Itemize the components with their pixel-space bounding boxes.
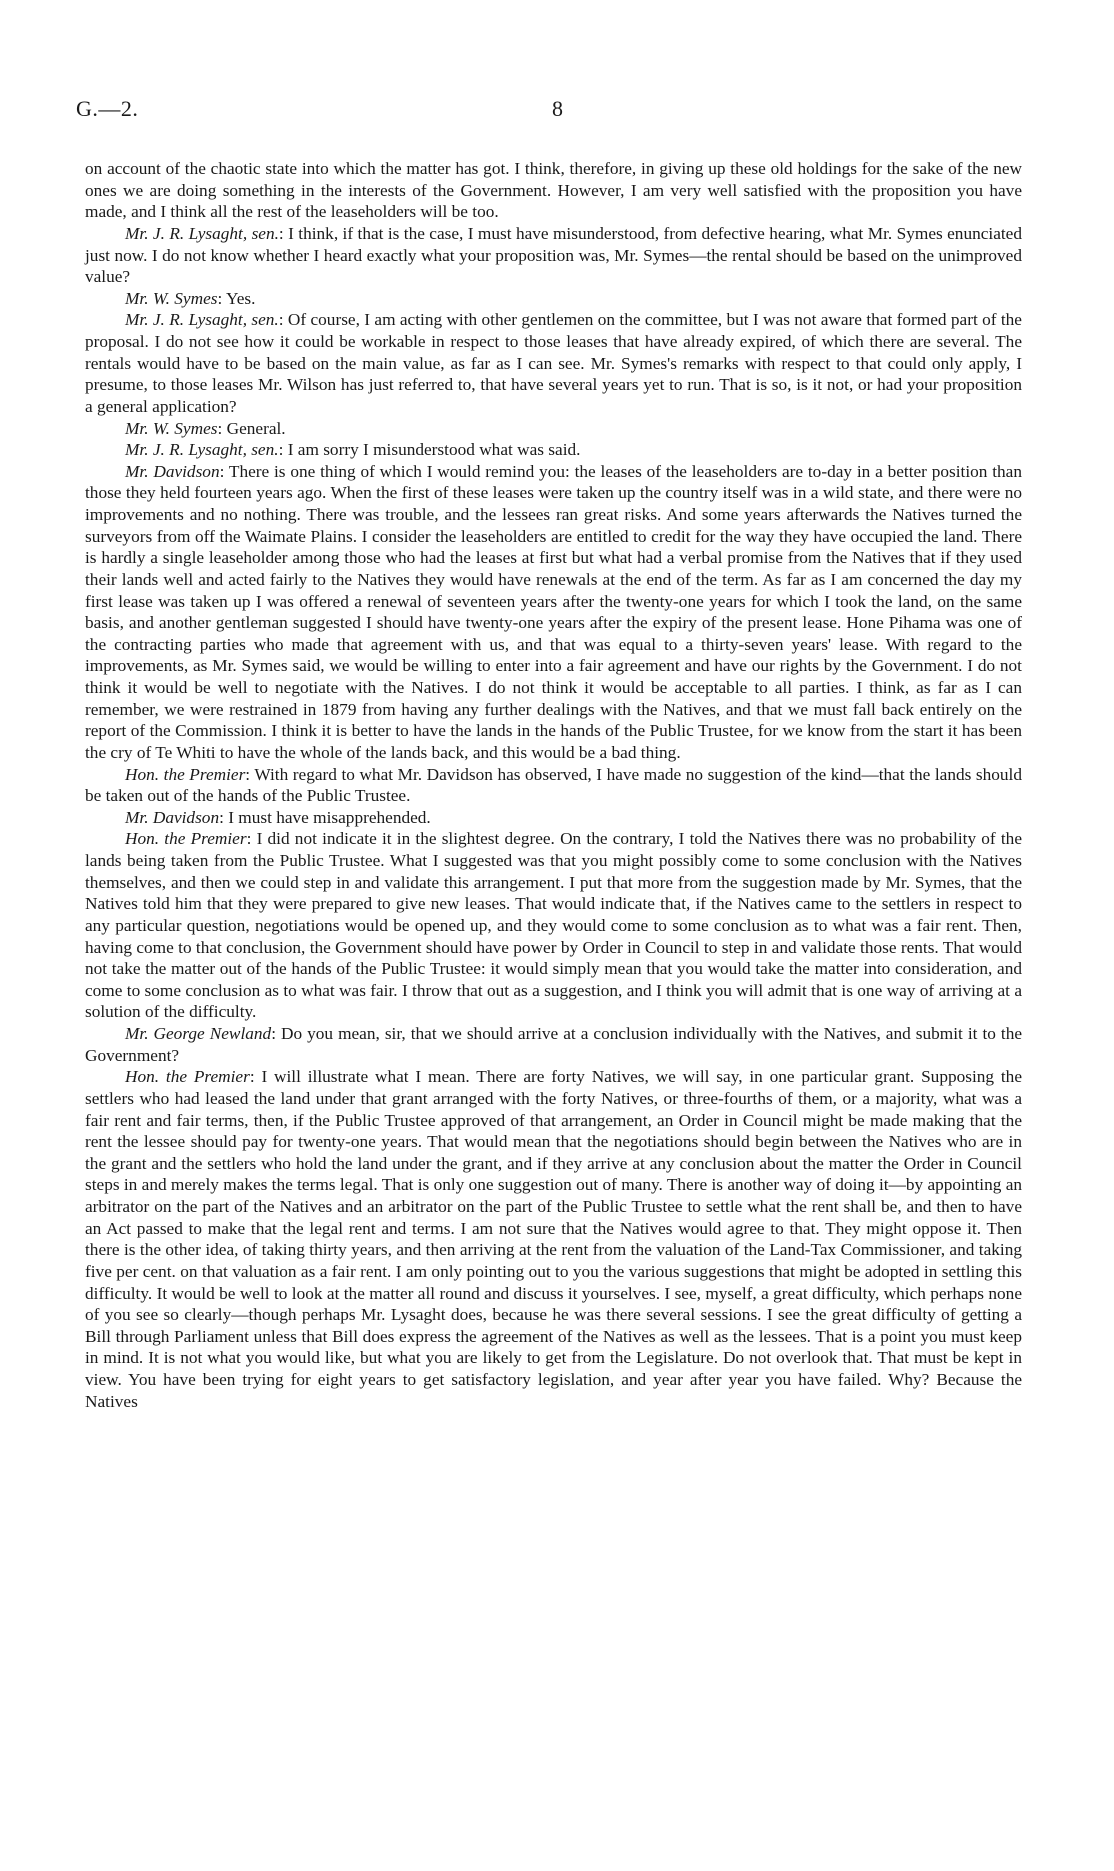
- speaker-name: Hon. the Premier: [125, 1067, 250, 1087]
- paragraph-text: : I must have misapprehended.: [219, 807, 431, 827]
- paragraph: [85, 807, 1022, 829]
- speaker-name: Mr. J. R. Lysaght, sen.: [125, 223, 279, 243]
- paragraph-text: : Yes.: [217, 288, 256, 308]
- paragraph-text: on account of the chaotic state into which the matter has got. I think, therefore, in giving up these old holdings for the sake of the new ones we are doing something in the interests of the Government. However, I am very well satisfied with the proposition you have made, and I think all the rest of the leaseholders will be too.: [85, 159, 1022, 222]
- document-reference: G.—2.: [76, 96, 139, 121]
- speaker-name: Hon. the Premier: [125, 764, 246, 784]
- speaker-name: Mr. J. R. Lysaght, sen.: [125, 440, 279, 460]
- speaker-name: Mr. W. Symes: [125, 418, 218, 438]
- paragraph: [85, 223, 1022, 288]
- paragraph: [85, 461, 1022, 764]
- paragraph: [85, 439, 1022, 461]
- paragraph-text: : Of course, I am acting with other gentlemen on the committee, but I was not aware that formed part of the proposal. I do not see how it could be workable in respect to those leases that have already expired, of which there are several. The rentals would have to be based on the main value, as far as I can see. Mr. Symes's remarks with respect to that could only apply, I presume, to those leases Mr. Wilson has just referred to, that have several years yet to run. That is so, is it not, or had your proposition a general application?: [85, 310, 1022, 416]
- speaker-name: Hon. the Premier: [125, 829, 247, 849]
- speaker-name: Mr. W. Symes: [125, 288, 218, 308]
- speaker-name: Mr. Davidson: [125, 461, 220, 481]
- paragraph-text: : I am sorry I misunderstood what was said.: [278, 440, 581, 460]
- speaker-name: Mr. Davidson: [125, 807, 220, 827]
- paragraph: [85, 1023, 1022, 1066]
- paragraph: [85, 418, 1022, 440]
- page-body: [85, 158, 1022, 1412]
- paragraph: [85, 288, 1022, 310]
- paragraph: [85, 764, 1022, 807]
- paragraph-text: : Do you mean, sir, that we should arrive at a conclusion individually with the Natives, and submit it to the Government?: [85, 1024, 1023, 1065]
- paragraph-text: : I did not indicate it in the slightest degree. On the contrary, I told the Natives there was no probability of the lands being taken from the Public Trustee. What I suggested was that you might possibly come to some conclusion with the Natives themselves, and then we could step in and validate this arrangement. I put that more from the suggestion made by Mr. Symes, that the Natives told him that they were prepared to give new leases. That would indicate that, if the Natives came to the settlers in respect to any particular question, negotiations would be opened up, and they would come to some conclusion as to what was a fair rent. Then, having come to that conclusion, the Government should have power by Order in Council to step in and validate those rents. That would not take the matter out of the hands of the Public Trustee: it would simply mean that you would take the matter into consideration, and come to some conclusion as to what was fair. I throw that out as a suggestion, and I think you will admit that is one way of arriving at a solution of the difficulty.: [85, 829, 1022, 1022]
- paragraph: [85, 158, 1022, 223]
- speaker-name: Mr. J. R. Lysaght, sen.: [125, 310, 279, 330]
- paragraph-text: : I think, if that is the case, I must have misunderstood, from defective hearing, what Mr. Symes enunciated just now. I do not know whether I heard exactly what your proposition was, Mr. Symes—the rental should be based on the unimproved value?: [85, 223, 1022, 287]
- paragraph-text: : With regard to what Mr. Davidson has observed, I have made no suggestion of the kind—that the lands should be taken out of the hands of the Public Trustee.: [85, 764, 1022, 806]
- page-header: [76, 96, 1022, 130]
- paragraph: [85, 309, 1022, 417]
- paragraph-text: : There is one thing of which I would remind you: the leases of the leaseholders are to-day in a better position than those they held fourteen years ago. When the first of these leases were taken up the country itself was in a wild state, and there were no improvements and no nothing. There was trouble, and the lessees ran great risks. And some years afterwards the Natives turned the surveyors from off the Waimate Plains. I consider the leaseholders are entitled to credit for the way they have occupied the land. There is hardly a single leaseholder among those who had the leases at first but what had a verbal promise from the Natives that if they used their lands well and acted fairly to the Natives they would have renewals at the end of the term. As far as I am concerned the day my first lease was taken up I was offered a renewal of seventeen years after the twenty-one years for which I took the land, on the same basis, and another gentleman suggested I should have twenty-one years after the expiry of the present lease. Hone Pihama was one of the contracting parties who made that agreement with us, and that was equal to a thirty-seven years' lease. With regard to the improvements, as Mr. Symes said, we would be willing to enter into a fair agreement and have our rights by the Government. I do not think it would be well to negotiate with the Natives. I do not think it would be acceptable to all parties. I think, as far as I can remember, we were restrained in 1879 from having any further dealings with the Natives, and that we must fall back entirely on the report of the Commission. I think it is better to have the lands in the hands of the Public Trustee, for we know from the start it has been the cry of Te Whiti to have the whole of the lands back, and this would be a bad thing.: [85, 461, 1022, 762]
- page-number: 8: [552, 96, 563, 121]
- speaker-name: Mr. George Newland: [125, 1024, 272, 1043]
- paragraph: [85, 1066, 1022, 1412]
- paragraph: [85, 828, 1022, 1023]
- paragraph-text: : General.: [217, 418, 286, 438]
- paragraph-text: : I will illustrate what I mean. There are forty Natives, we will say, in one particular grant. Supposing the settlers who had leased the land under that grant arranged with the forty Natives, or three-fourths of them, or a majority, what was a fair rent and fair terms, then, if the Public Trustee approved of that arrangement, an Order in Council might be made making that the rent the lessee should pay for twenty-one years. That would mean that the negotiations should begin between the Natives who are in the grant and the settlers who hold the land under the grant, and if they arrive at any conclusion about the matter the Order in Council steps in and merely makes the terms legal. That is only one suggestion out of many. There is another way of doing it—by appointing an arbitrator on the part of the Natives and an arbitrator on the part of the Public Trustee to settle what the rent shall be, and then to have an Act passed to make that the legal rent and terms. I am not sure that the Natives would agree to that. They might oppose it. Then there is the other idea, of taking thirty years, and then arriving at the rent from the valuation of the Land-Tax Commissioner, and taking five per cent. on that valuation as a fair rent. I am only pointing out to you the various suggestions that might be adopted in settling this difficulty. It would be well to look at the matter all round and discuss it yourselves. I see, myself, a great difficulty, which perhaps none of you see so clearly—though perhaps Mr. Lysaght does, because he was there several sessions. I see the great difficulty of getting a Bill through Parliament unless that Bill does express the agreement of the Natives as well as the lessees. That is a point you must keep in mind. It is not what you would like, but what you are likely to get from the Legislature. Do not overlook that. That must be kept in view. You have been trying for eight years to get satisfactory legislation, and year after year you have failed. Why? Because the Natives: [85, 1067, 1023, 1411]
